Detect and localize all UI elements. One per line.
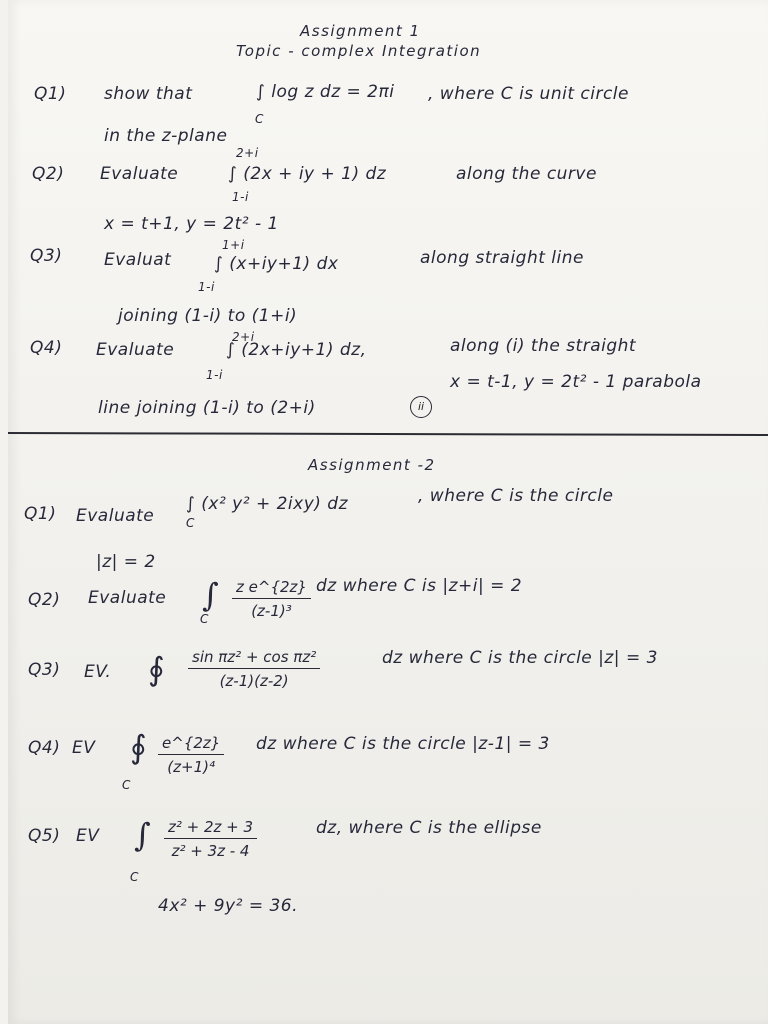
a1-q2-rest: along the curve	[456, 164, 597, 184]
a2-q5-text: EV	[76, 826, 100, 846]
a1-q3-integrand: ∫ (x+iy+1) dx	[214, 254, 339, 274]
a2-q1-sub: C	[186, 516, 195, 530]
a1-q4-rest: along (i) the straight	[450, 336, 637, 356]
a1-q3-text: Evaluat	[104, 250, 172, 270]
a2-q3-fraction	[188, 648, 320, 690]
a1-q4-part2: x = t-1, y = 2t² - 1 parabola	[450, 372, 702, 392]
a2-q2-integral-sign: ∫	[202, 576, 219, 614]
a2-q2-fraction	[232, 578, 311, 620]
a2-q1-integrand: ∫ (x² y² + 2ixy) dz	[186, 494, 349, 514]
a1-q4-part2-marker: ii	[410, 396, 432, 418]
a2-q3-rest: dz where C is the circle |z| = 3	[382, 648, 658, 668]
a2-q3-integral-sign: ∮	[148, 650, 165, 688]
a2-q5-cont: 4x² + 9y² = 36.	[158, 896, 299, 916]
a1-q4-integrand: ∫ (2x+iy+1) dz,	[226, 340, 367, 360]
a2-q5-numerator: z² + 2z + 3	[164, 818, 257, 839]
a1-q1-sub: C	[255, 112, 264, 126]
a2-q1-label: Q1)	[24, 504, 57, 524]
a2-q4-sub: C	[122, 778, 131, 792]
a1-q3-label: Q3)	[30, 246, 63, 266]
a2-q4-text: EV	[72, 738, 96, 758]
a2-q5-sub: C	[130, 870, 139, 884]
a2-q4-rest: dz where C is the circle |z-1| = 3	[256, 734, 550, 754]
a1-q1-integral: ∫ log z dz = 2πi	[256, 82, 395, 102]
a2-q4-fraction	[158, 734, 224, 776]
a2-q4-label: Q4)	[28, 738, 61, 758]
a2-q3-numerator: sin πz² + cos πz²	[188, 648, 320, 669]
a1-q1-label: Q1)	[34, 84, 67, 104]
a2-q5-label: Q5)	[28, 826, 61, 846]
a2-q4-numerator: e^{2z}	[158, 734, 224, 755]
a2-q5-denominator: z² + 3z - 4	[171, 842, 250, 860]
a2-q5-fraction	[164, 818, 257, 860]
a2-q1-cont: |z| = 2	[96, 552, 156, 572]
a1-q4-cont: line joining (1-i) to (2+i)	[98, 398, 316, 418]
a1-q3-rest: along straight line	[420, 248, 584, 268]
a1-q1-rest: , where C is unit circle	[428, 84, 629, 104]
a1-q3-lower: 1-i	[198, 280, 215, 294]
a2-q2-sub: C	[200, 612, 209, 626]
a1-q2-label: Q2)	[32, 164, 65, 184]
a2-q2-denominator: (z-1)³	[251, 602, 292, 620]
a2-q5-rest: dz, where C is the ellipse	[316, 818, 542, 838]
a1-q3-upper: 1+i	[222, 238, 245, 252]
a2-q3-label: Q3)	[28, 660, 61, 680]
a1-q2-cont: x = t+1, y = 2t² - 1	[104, 214, 279, 234]
a2-q4-denominator: (z+1)⁴	[167, 758, 215, 776]
a1-q1-text: show that	[104, 84, 193, 104]
a2-q4-integral-sign: ∮	[130, 728, 147, 766]
a2-q1-rest: , where C is the circle	[418, 486, 614, 506]
a1-q4-lower: 1-i	[206, 368, 223, 382]
assignment2-heading: Assignment -2	[308, 456, 436, 474]
a2-q2-text: Evaluate	[88, 588, 167, 608]
a2-q2-rest: dz where C is |z+i| = 2	[316, 576, 523, 596]
a1-q2-lower: 1-i	[232, 190, 249, 204]
a1-q2-upper: 2+i	[236, 146, 259, 160]
a2-q1-text: Evaluate	[76, 506, 155, 526]
a1-q4-text: Evaluate	[96, 340, 175, 360]
a1-q4-label: Q4)	[30, 338, 63, 358]
a2-q2-label: Q2)	[28, 590, 61, 610]
a2-q3-denominator: (z-1)(z-2)	[219, 672, 289, 690]
a2-q3-text: EV.	[84, 662, 112, 682]
a1-q1-cont: in the z-plane	[104, 126, 228, 146]
a2-q2-numerator: z e^{2z}	[232, 578, 311, 599]
a1-q3-cont: joining (1-i) to (1+i)	[118, 306, 298, 326]
assignment1-topic: Topic - complex Integration	[236, 42, 482, 60]
a1-q4-upper: 2+i	[232, 330, 255, 344]
a1-q2-text: Evaluate	[100, 164, 179, 184]
a2-q5-integral-sign: ∫	[134, 816, 151, 854]
assignment1-heading: Assignment 1	[300, 22, 421, 40]
a1-q2-integrand: ∫ (2x + iy + 1) dz	[228, 164, 387, 184]
